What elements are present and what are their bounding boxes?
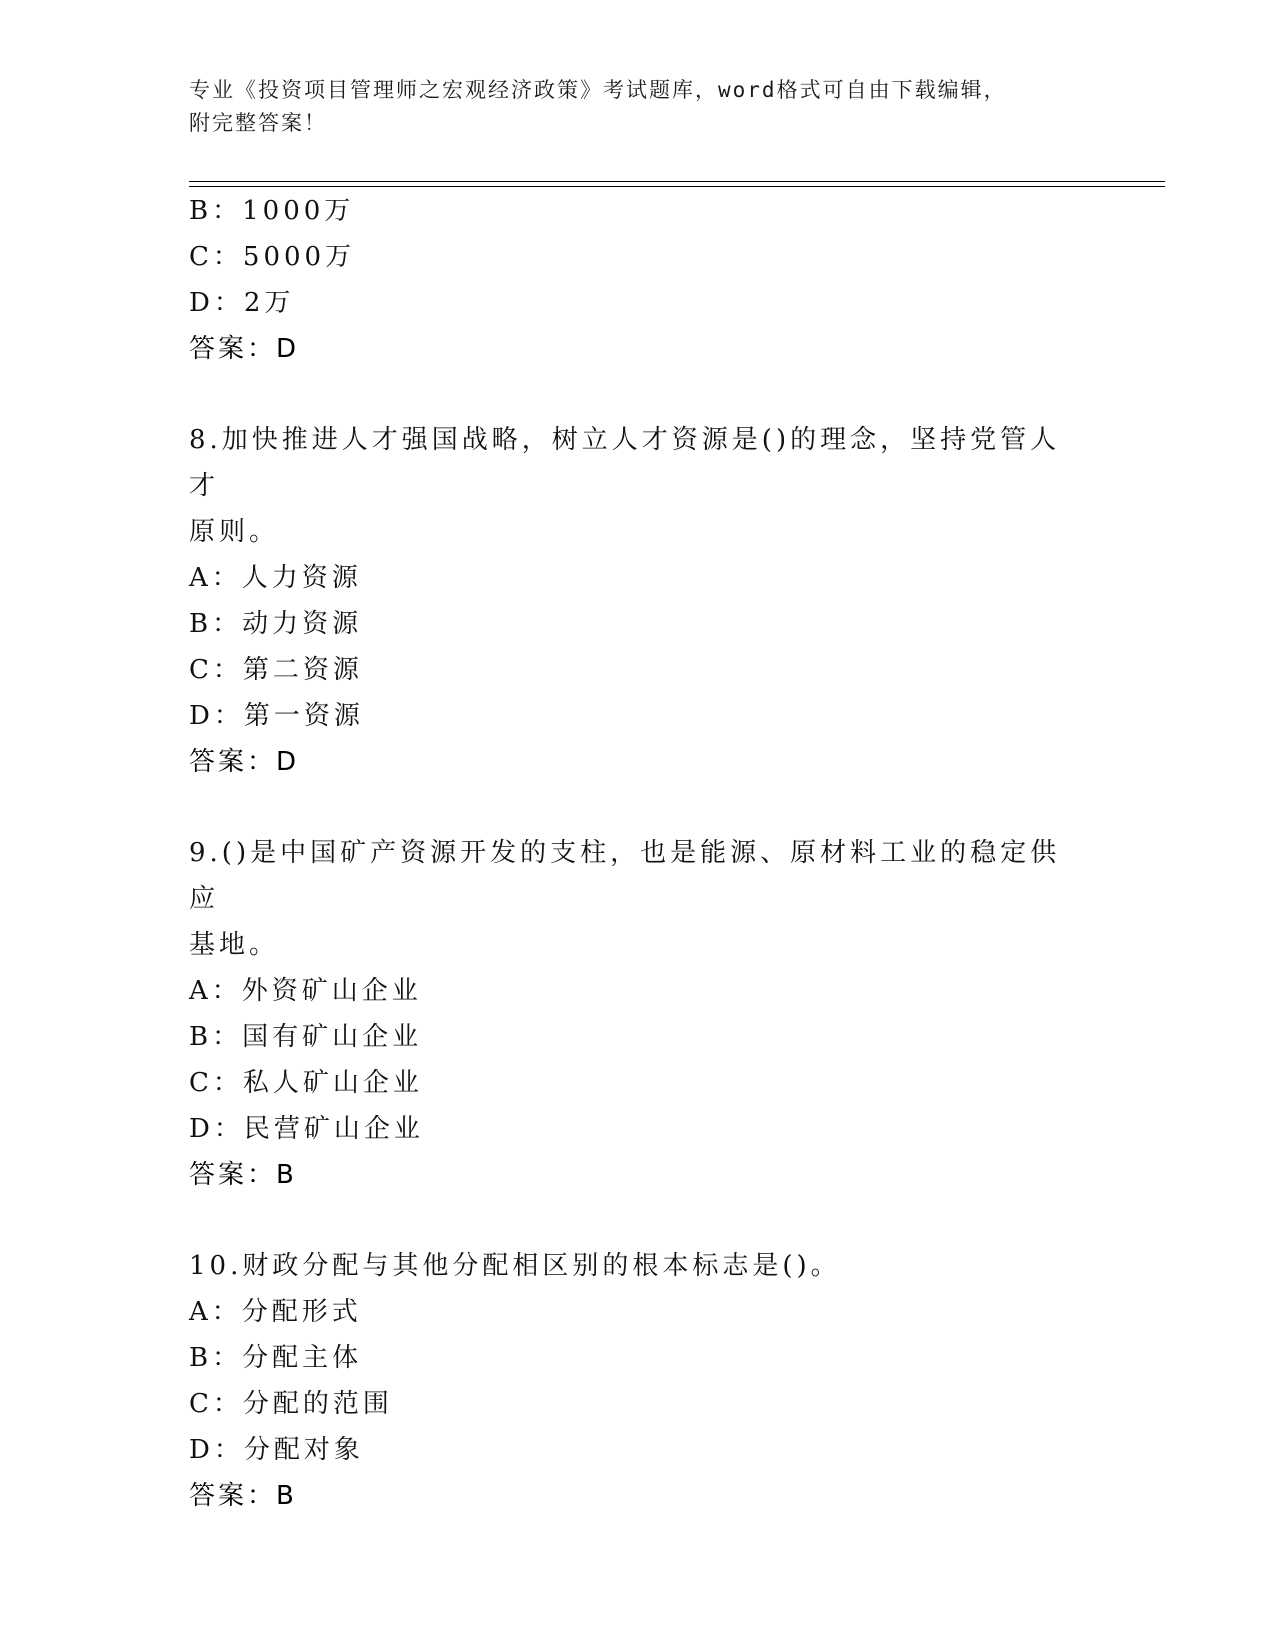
answer-line: 答案：D bbox=[189, 747, 300, 777]
question-10 bbox=[189, 1243, 1089, 1519]
answer-line: 答案：B bbox=[189, 1160, 297, 1190]
document-body bbox=[189, 188, 1089, 1519]
answer-line: 答案：B bbox=[189, 1481, 297, 1511]
question-stem-line-1: 10.财政分配与其他分配相区别的根本标志是()。 bbox=[189, 1251, 841, 1281]
header-line-1: 专业《投资项目管理师之宏观经济政策》考试题库，word格式可自由下载编辑， bbox=[189, 78, 1007, 102]
option-c: C：分配的范围 bbox=[189, 1389, 393, 1419]
option-b: B：动力资源 bbox=[189, 609, 363, 639]
option-b: B：国有矿山企业 bbox=[189, 1022, 423, 1052]
option-d: D：2万 bbox=[189, 288, 295, 318]
option-c: C：5000万 bbox=[189, 242, 356, 272]
option-d: D：民营矿山企业 bbox=[189, 1114, 424, 1144]
question-9 bbox=[189, 830, 1089, 1198]
option-d: D：分配对象 bbox=[189, 1435, 364, 1465]
header-divider-top bbox=[189, 181, 1165, 182]
option-a: A：人力资源 bbox=[189, 563, 362, 593]
option-a: A：外资矿山企业 bbox=[189, 976, 422, 1006]
question-stem-line-1: 8.加快推进人才强国战略，树立人才资源是()的理念，坚持党管人才 bbox=[189, 425, 1061, 501]
option-c: C：第二资源 bbox=[189, 655, 363, 685]
question-spacer bbox=[189, 785, 1089, 830]
question-spacer bbox=[189, 1198, 1089, 1243]
question-stem-line-1: 9.()是中国矿产资源开发的支柱，也是能源、原材料工业的稳定供应 bbox=[189, 838, 1061, 914]
header-divider-bottom bbox=[189, 186, 1165, 187]
option-a: A：分配形式 bbox=[189, 1297, 362, 1327]
question-8 bbox=[189, 417, 1089, 785]
question-stem-line-2: 基地。 bbox=[189, 930, 280, 960]
option-b: B：1000万 bbox=[189, 196, 355, 226]
question-stem-line-2: 原则。 bbox=[189, 517, 280, 547]
question-stem bbox=[189, 1243, 1089, 1289]
option-c: C：私人矿山企业 bbox=[189, 1068, 423, 1098]
question-stem bbox=[189, 830, 1089, 968]
option-d: D：第一资源 bbox=[189, 701, 364, 731]
question-stem bbox=[189, 417, 1089, 555]
document-header bbox=[189, 74, 1069, 140]
option-b: B：分配主体 bbox=[189, 1343, 363, 1373]
header-line-2: 附完整答案！ bbox=[189, 111, 327, 135]
question-7-continued bbox=[189, 188, 1089, 372]
answer-line: 答案：D bbox=[189, 334, 300, 364]
question-spacer bbox=[189, 372, 1089, 417]
